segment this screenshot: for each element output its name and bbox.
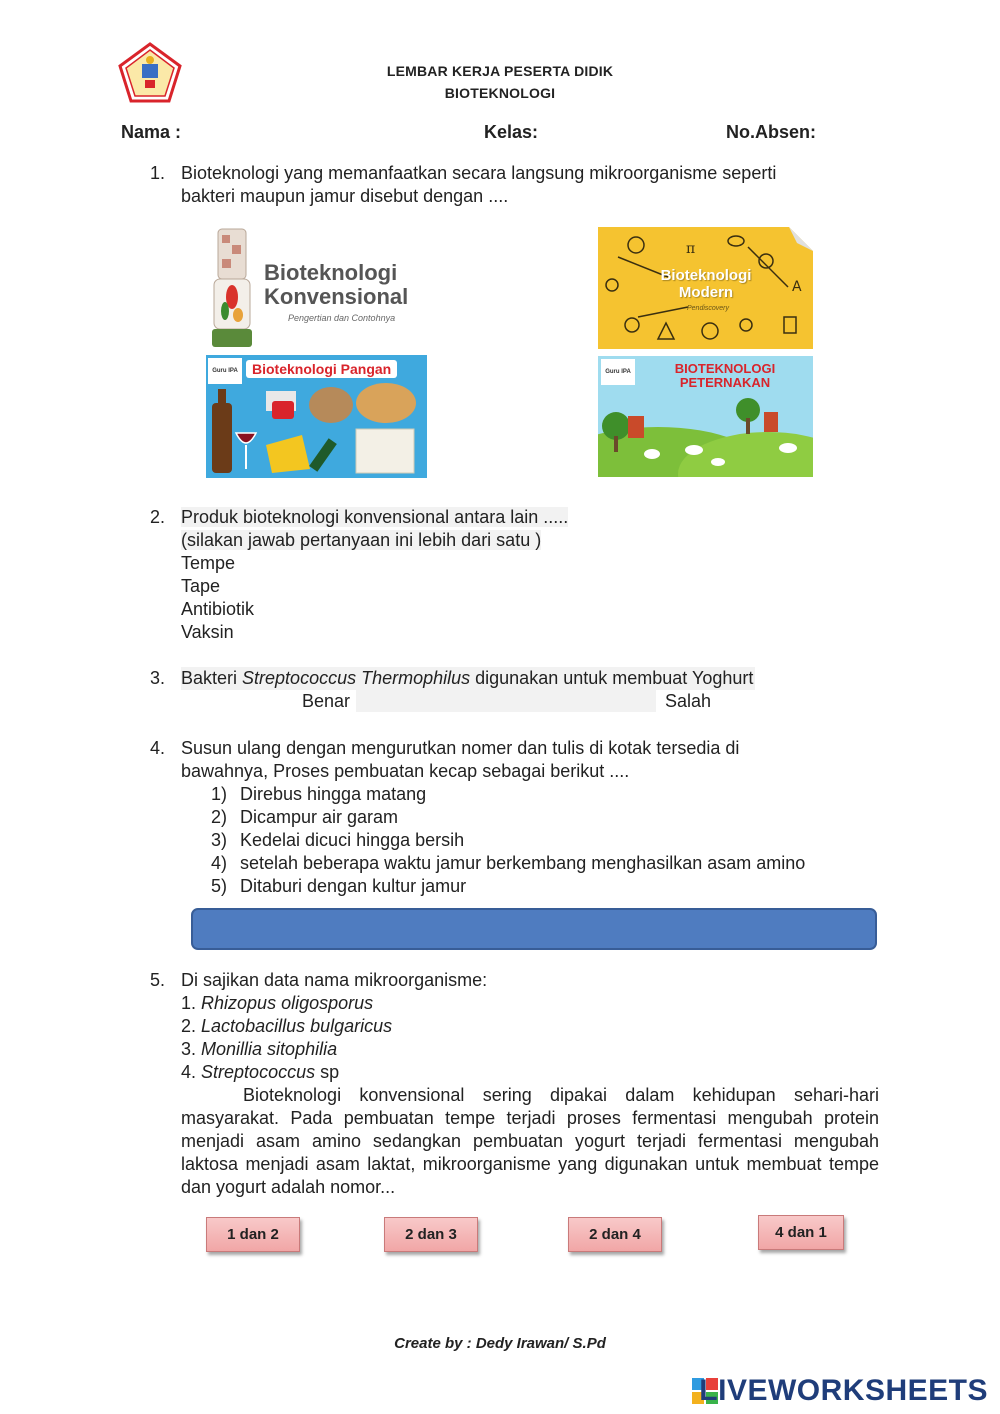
page-curl-icon	[789, 227, 813, 251]
modern-subtitle: Pendiscovery	[686, 305, 730, 312]
q5-organism-name: Rhizopus oligosporus	[201, 993, 374, 1013]
q1-line1: Bioteknologi yang memanfaatkan secara langsung mikroorganisme seperti	[181, 163, 777, 183]
farm-scene-icon	[598, 392, 813, 477]
q4-step-number: 2)	[211, 807, 228, 827]
q5-organism-number: 4.	[181, 1062, 197, 1082]
q5-list	[181, 969, 487, 1084]
q5-option-4-dan-1[interactable]: 4 dan 1	[758, 1215, 844, 1250]
q5-organism-name: Streptococcus	[201, 1062, 316, 1082]
q1-option-peternakan[interactable]	[598, 356, 813, 477]
q4-step-text: Kedelai dicuci hingga bersih	[240, 830, 465, 850]
food-items-icon	[206, 383, 427, 478]
blender-icon	[208, 227, 254, 349]
q1-line2: bakteri maupun jamur disebut dengan ....	[181, 186, 509, 206]
q4-step-number: 5)	[211, 876, 228, 896]
q5-organism-number: 2.	[181, 1016, 197, 1036]
konvensional-title-line2: Konvensional	[264, 284, 409, 309]
q2-line1: Produk bioteknologi konvensional antara lain .....	[181, 507, 569, 527]
q5-organism-number: 3.	[181, 1039, 197, 1059]
q3-answer-strip	[356, 690, 656, 712]
q2-line2: (silakan jawab pertanyaan ini lebih dari satu )	[181, 530, 542, 550]
name-label: Nama :	[121, 122, 182, 142]
q1-number: 1.	[150, 163, 166, 183]
q5-option-2-dan-3[interactable]: 2 dan 3	[384, 1217, 478, 1252]
q4-text	[181, 737, 739, 783]
konvensional-subtitle: Pengertian dan Contohnya	[288, 313, 396, 323]
modern-title-line2: Modern	[678, 284, 734, 301]
peternakan-title-line1: BIOTEKNOLOGI	[674, 361, 776, 376]
q1-text	[181, 162, 776, 208]
class-label: Kelas:	[484, 122, 539, 142]
q4-step-number: 1)	[211, 784, 228, 804]
q3-option-benar[interactable]: Benar	[302, 691, 351, 711]
q2-number: 2.	[150, 507, 166, 527]
pangan-badge: Guru IPA	[208, 358, 242, 384]
q5-organism-number: 1.	[181, 993, 197, 1013]
q5-organism-name: Monillia sitophilia	[201, 1039, 338, 1059]
worksheet-subject: BIOTEKNOLOGI	[444, 85, 556, 101]
peternakan-badge: Guru IPA	[601, 359, 635, 385]
q4-steps	[211, 783, 805, 898]
q5-intro: Di sajikan data nama mikroorganisme:	[181, 970, 488, 990]
svg-text:A: A	[792, 279, 802, 295]
q4-step-text: Direbus hingga matang	[240, 784, 427, 804]
absent-number-label: No.Absen:	[726, 122, 816, 142]
pangan-title: Bioteknologi Pangan	[246, 360, 397, 378]
q3-number: 3.	[150, 668, 166, 688]
q1-option-pangan[interactable]	[206, 355, 427, 478]
modern-title-line1: Bioteknologi	[660, 267, 752, 284]
q4-step-number: 4)	[211, 853, 228, 873]
q5-paragraph: Bioteknologi konvensional sering dipakai dalam kehidupan sehari-hari masyarakat. Pada pembuatan tempe terjadi proses fermentasi mengubah protein menjadi asam amino sedangkan pembuatan yogurt terjadi fermentasi mengubah laktosa menjadi asam laktat, mikroorganisme yang digunakan untuk membuat tempe dan yogurt adalah nomor...	[181, 1085, 879, 1197]
q5-option-1-dan-2[interactable]: 1 dan 2	[206, 1217, 300, 1252]
q2-option-vaksin[interactable]: Vaksin	[181, 622, 234, 642]
q3-prefix: Bakteri	[181, 668, 243, 688]
q4-step-text: setelah beberapa waktu jamur berkembang menghasilkan asam amino	[240, 853, 806, 873]
q4-answer-input[interactable]	[191, 908, 877, 950]
q4-number: 4.	[150, 738, 166, 758]
q4-step-number: 3)	[211, 830, 228, 850]
q5-organism-name: Lactobacillus bulgaricus	[201, 1016, 393, 1036]
worksheet-title: LEMBAR KERJA PESERTA DIDIK	[386, 63, 614, 79]
credit-text: Create by : Dedy Irawan/ S.Pd	[394, 1335, 606, 1352]
svg-text:π: π	[686, 241, 696, 257]
q1-option-konvensional[interactable]	[208, 227, 430, 349]
q2-option-tempe[interactable]: Tempe	[181, 553, 236, 573]
q5-organism-suffix: sp	[315, 1062, 340, 1082]
q2-option-antibiotik[interactable]: Antibiotik	[181, 599, 255, 619]
q4-step-text: Dicampur air garam	[240, 807, 399, 827]
q3-suffix: digunakan untuk membuat Yoghurt	[470, 668, 754, 688]
q5-option-2-dan-4[interactable]: 2 dan 4	[568, 1217, 662, 1252]
q4-line2: bawahnya, Proses pembuatan kecap sebagai berikut ....	[181, 761, 630, 781]
konvensional-title-line1: Bioteknologi	[264, 260, 398, 285]
q2-option-tape[interactable]: Tape	[181, 576, 221, 596]
q3-option-salah[interactable]: Salah	[665, 691, 712, 711]
q4-step-text: Ditaburi dengan kultur jamur	[240, 876, 467, 896]
q1-option-modern[interactable]	[598, 227, 813, 349]
q5-number: 5.	[150, 970, 166, 990]
peternakan-title-line2: PETERNAKAN	[679, 375, 771, 390]
q3-text	[181, 667, 755, 690]
q3-species: Streptococcus Thermophilus	[242, 668, 471, 688]
q2-text	[181, 506, 568, 644]
q4-line1: Susun ulang dengan mengurutkan nomer dan tulis di kotak tersedia di	[181, 738, 740, 758]
liveworksheets-brand: LIVEWORKSHEETS	[699, 1374, 988, 1407]
